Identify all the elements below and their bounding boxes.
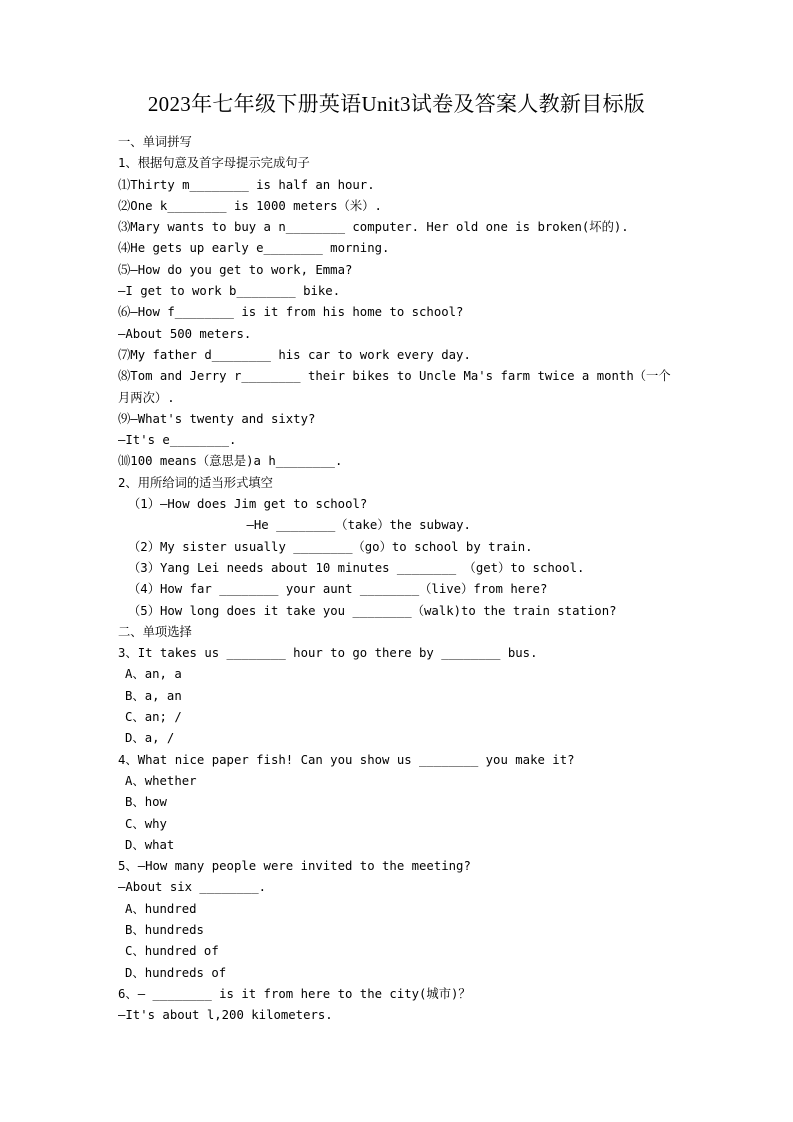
document-line: C、why [125, 816, 167, 831]
document-line: A、whether [125, 773, 197, 788]
document-line: 3、It takes us ________ hour to go there by ________ bus. [118, 646, 538, 661]
document-line: —About six ________. [118, 880, 267, 895]
document-line: —About 500 meters. [118, 326, 252, 341]
document-line: ⑺My father d________ his car to work every day. [118, 347, 471, 362]
document-line: 二、单项选择 [118, 624, 192, 639]
document-line: 5、—How many people were invited to the meeting? [118, 859, 471, 874]
document-line: ⑴Thirty m________ is half an hour. [118, 177, 375, 192]
document-line: 2、用所给词的适当形式填空 [118, 475, 273, 490]
document-line: —I get to work b________ bike. [118, 284, 341, 299]
document-line: —It's e________. [118, 433, 237, 448]
document-line: （4）How far ________ your aunt ________（live）from here? [128, 582, 548, 597]
document-line: 4、What nice paper fish! Can you show us ________ you make it? [118, 752, 575, 767]
document-line: （1）—How does Jim get to school? [128, 497, 368, 512]
document-line: 6、— ________ is it from here to the city(城市)？ [118, 986, 471, 1001]
document-line: （2）My sister usually ________（go）to school by train. [128, 539, 533, 554]
document-line: ⑷He gets up early e________ morning. [118, 241, 390, 256]
document-line: A、an, a [125, 667, 182, 682]
document-line: ⑹—How f________ is it from his home to school? [118, 305, 464, 320]
document-line: ⑻Tom and Jerry r________ their bikes to Uncle Ma's farm twice a month（一个月两次）. [118, 369, 671, 405]
document-line: C、an; / [125, 710, 182, 725]
document-line: —He ________（take）the subway. [128, 518, 471, 533]
document-line: ⑼—What's twenty and sixty? [118, 411, 316, 426]
document-line: （3）Yang Lei needs about 10 minutes ________ （get）to school. [128, 560, 585, 575]
page-title: 2023年七年级下册英语Unit3试卷及答案人教新目标版 [147, 92, 646, 116]
document-line: C、hundred of [125, 944, 219, 959]
document-line: —It's about l,200 kilometers. [118, 1008, 333, 1023]
document-line: B、hundreds [125, 922, 204, 937]
document-line: A、hundred [125, 901, 197, 916]
document-line: B、how [125, 795, 167, 810]
document-line: ⑽100 means（意思是)a h________. [118, 454, 343, 469]
document-line: D、a, / [125, 731, 175, 746]
document-line: （5）How long does it take you ________（walk)to the train station? [128, 603, 617, 618]
document-line: ⑵One k________ is 1000 meters（米）. [118, 198, 382, 213]
document-line: B、a, an [125, 688, 182, 703]
document-line: D、hundreds of [125, 965, 227, 980]
document-line: ⑸—How do you get to work, Emma? [118, 262, 353, 277]
document-line: ⑶Mary wants to buy a n________ computer. Her old one is broken(坏的). [118, 220, 629, 235]
document-line: D、what [125, 837, 175, 852]
document-line: 一、单词拼写 [118, 135, 192, 149]
document-body [118, 132, 675, 1026]
document-line: 1、根据句意及首字母提示完成句子 [118, 156, 310, 171]
